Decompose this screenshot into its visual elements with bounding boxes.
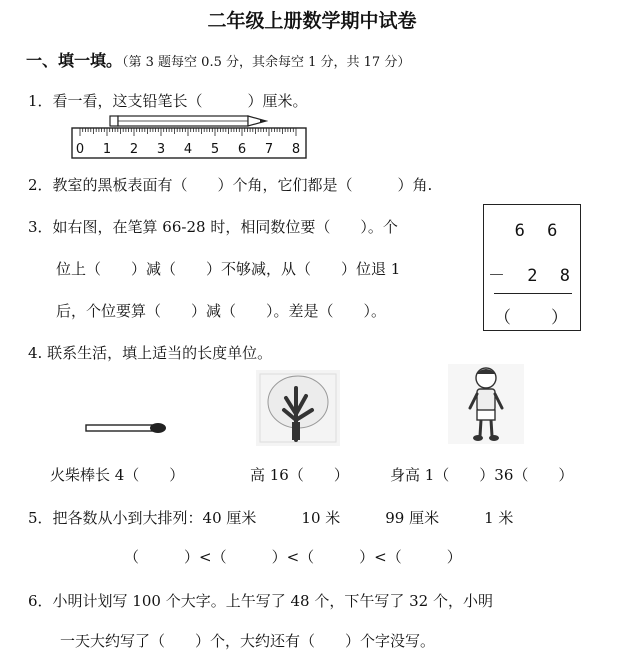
section-heading-text: 一、填一填。	[26, 51, 123, 70]
question-3-line-2: 位上（ ）减（ ）不够减，从（ ）位退 1	[56, 260, 401, 278]
tree-image	[256, 370, 340, 450]
calc-subtrahend: － 2 8	[488, 266, 576, 286]
ruler-label: 2	[129, 142, 139, 157]
page-title: 二年级上册数学期中试卷	[207, 10, 417, 32]
child-icon	[448, 364, 524, 444]
calc-line	[494, 293, 572, 294]
ruler-label: 1	[102, 142, 112, 157]
label-child: 身高 1（ ）36（ ）	[390, 466, 574, 484]
label-matchstick: 火柴棒长 4（ ）	[50, 466, 185, 484]
matchstick-image	[84, 420, 168, 439]
question-1: 1．看一看，这支铅笔长（ ）厘米。	[28, 92, 308, 110]
calc-answer: （ ）	[494, 308, 570, 328]
question-5: 5．把各数从小到大排列：40 厘米 10 米 99 厘米 1 米	[28, 509, 514, 527]
section-heading	[26, 48, 410, 71]
section-note: （第 3 题每空 0.5 分，其余每空 1 分，共 17 分）	[122, 55, 411, 70]
ruler-label: 8	[291, 142, 301, 157]
question-6-line-2: 一天大约写了（ ）个，大约还有（ ）个字没写。	[60, 632, 436, 650]
matchstick-icon	[84, 421, 168, 435]
ruler-label: 0	[75, 142, 85, 157]
ruler-label: 3	[156, 142, 166, 157]
tree-icon	[256, 370, 340, 446]
ruler-label: 4	[183, 142, 193, 157]
question-3-line-3: 后，个位要算（ ）减（ ）。差是（ ）。	[56, 302, 387, 320]
calc-minuend: 6 6	[514, 221, 564, 241]
vertical-subtraction-box	[483, 204, 581, 331]
ruler-label: 5	[210, 142, 220, 157]
label-tree: 高 16（ ）	[250, 466, 349, 484]
question-4: 4. 联系生活，填上适当的长度单位。	[28, 344, 273, 362]
question-6-line-1: 6．小明计划写 100 个大字。上午写了 48 个，下午写了 32 个，小明	[28, 592, 493, 610]
pencil-ruler-illustration	[70, 112, 310, 160]
question-5-answer: （ ）<（ ）<（ ）<（ ）	[124, 548, 462, 566]
ruler-label: 7	[264, 142, 274, 157]
ruler-label: 6	[237, 142, 247, 157]
question-3-line-1: 3．如右图，在笔算 66-28 时，相同数位要（ ）。个	[28, 218, 398, 236]
question-2: 2．教室的黑板表面有（ ）个角，它们都是（ ）角.	[28, 176, 433, 194]
child-image	[448, 364, 524, 448]
pencil-ruler-image	[70, 112, 310, 164]
